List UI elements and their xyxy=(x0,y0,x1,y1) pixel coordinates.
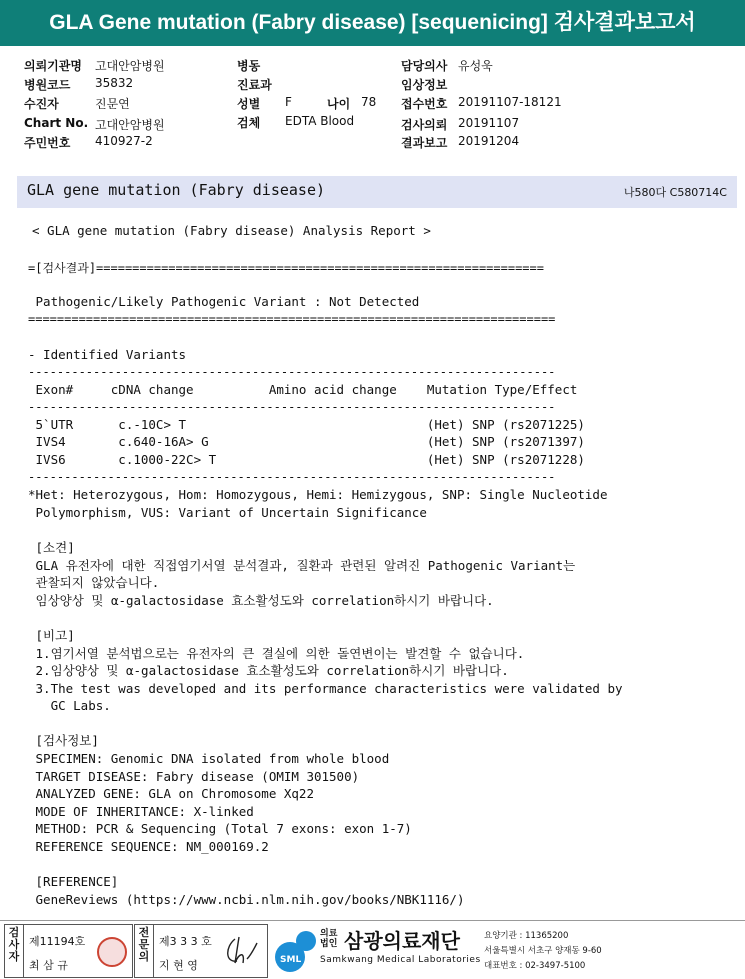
specialist-box xyxy=(134,924,268,978)
tester-license: 제11194호 xyxy=(29,935,86,948)
divider: ------------------------------------------------------------------------- xyxy=(28,401,556,413)
identified-variants-heading: - Identified Variants xyxy=(28,347,187,362)
svg-text:SML: SML xyxy=(280,955,302,965)
tester-name: 최 삼 규 xyxy=(29,959,68,972)
note-text: 2.임상양상 및 α-galactosidase 효소활성도와 correlation하시기 바랍니다. xyxy=(28,663,509,678)
specialist-name: 지 현 영 xyxy=(159,959,198,972)
variant-row: IVS6 c.1000-22C> T (Het) SNP (rs2071228) xyxy=(28,452,585,467)
note-text: 3.The test was developed and its performance characteristics were validated by xyxy=(28,681,623,696)
seal-stamp-icon xyxy=(97,937,127,967)
org-name: 삼광의료재단 xyxy=(344,929,460,953)
test-info-line: REFERENCE SEQUENCE: NM_000169.2 xyxy=(28,839,269,854)
box-divider xyxy=(153,925,154,977)
test-info-header: [검사정보] xyxy=(28,733,99,748)
result-summary: Pathogenic/Likely Pathogenic Variant : Not Detected xyxy=(28,294,420,309)
opinion-text: 관찰되지 않았습니다. xyxy=(28,575,160,590)
test-info-line: TARGET DISEASE: Fabry disease (OMIM 301500) xyxy=(28,769,360,784)
test-section-header xyxy=(17,176,737,208)
tester-box xyxy=(4,924,133,978)
contact-line: 대표번호 : 02-3497-5100 xyxy=(484,961,586,971)
contact-line: 요양기관 : 11365200 xyxy=(484,931,569,941)
result-header: =[검사결과]============================================================== xyxy=(28,262,544,274)
contact-line: 서울특별시 서초구 양재동 9-60 xyxy=(484,946,602,956)
section-code: 나580다 C580714C xyxy=(623,186,727,199)
reference-link[interactable]: GeneReviews (https://www.ncbi.nlm.nih.gov/books/NBK1116/) xyxy=(28,892,465,907)
sml-logo-icon xyxy=(272,927,322,975)
test-info-line: METHOD: PCR & Sequencing (Total 7 exons: exon 1-7) xyxy=(28,821,412,836)
divider: ------------------------------------------------------------------------- xyxy=(28,471,556,483)
organization-logo xyxy=(272,927,322,975)
report-heading: < GLA gene mutation (Fabry disease) Analysis Report > xyxy=(32,223,431,238)
specialist-license: 제3 3 3 호 xyxy=(159,935,212,948)
note-header: [비고] xyxy=(28,628,75,643)
specialist-label: 전 문 의 xyxy=(138,926,150,963)
signature-icon xyxy=(221,933,261,969)
footnote: Polymorphism, VUS: Variant of Uncertain Significance xyxy=(28,505,427,520)
divider: ========================================================================= xyxy=(28,313,556,325)
test-info-line: SPECIMEN: Genomic DNA isolated from whole blood xyxy=(28,751,390,766)
note-text: 1.염기서열 분석법으로는 유전자의 큰 결실에 의한 돌연변이는 발견할 수 없습니다. xyxy=(28,646,525,661)
opinion-header: [소견] xyxy=(28,540,75,555)
variant-row: 5`UTR c.-10C> T (Het) SNP (rs2071225) xyxy=(28,417,585,432)
box-divider xyxy=(23,925,24,977)
variant-row: IVS4 c.640-16A> G (Het) SNP (rs2071397) xyxy=(28,434,585,449)
tester-label: 검 사 자 xyxy=(8,926,20,963)
footnote: *Het: Heterozygous, Hom: Homozygous, Hemi: Hemizygous, SNP: Single Nucleotide xyxy=(28,487,608,502)
section-title: GLA gene mutation (Fabry disease) xyxy=(27,181,326,199)
report-title: GLA Gene mutation (Fabry disease) [sequenicing] 검사결과보고서 xyxy=(0,0,745,46)
org-prefix: 의료 법인 xyxy=(320,929,338,949)
note-text: GC Labs. xyxy=(28,698,111,713)
opinion-text: GLA 유전자에 대한 직접염기서열 분석결과, 질환과 관련된 알려진 Pathogenic Variant는 xyxy=(28,558,576,573)
test-info-line: MODE OF INHERITANCE: X-linked xyxy=(28,804,254,819)
opinion-text: 임상양상 및 α-galactosidase 효소활성도와 correlation하시기 바랍니다. xyxy=(28,593,494,608)
variants-table-header: Exon# cDNA change Amino acid change Mutation Type/Effect xyxy=(28,382,578,397)
divider: ------------------------------------------------------------------------- xyxy=(28,366,556,378)
reference-header: [REFERENCE] xyxy=(28,874,119,889)
test-info-line: ANALYZED GENE: GLA on Chromosome Xq22 xyxy=(28,786,314,801)
signature-footer xyxy=(0,920,745,978)
org-english-name: Samkwang Medical Laboratories xyxy=(320,955,481,965)
